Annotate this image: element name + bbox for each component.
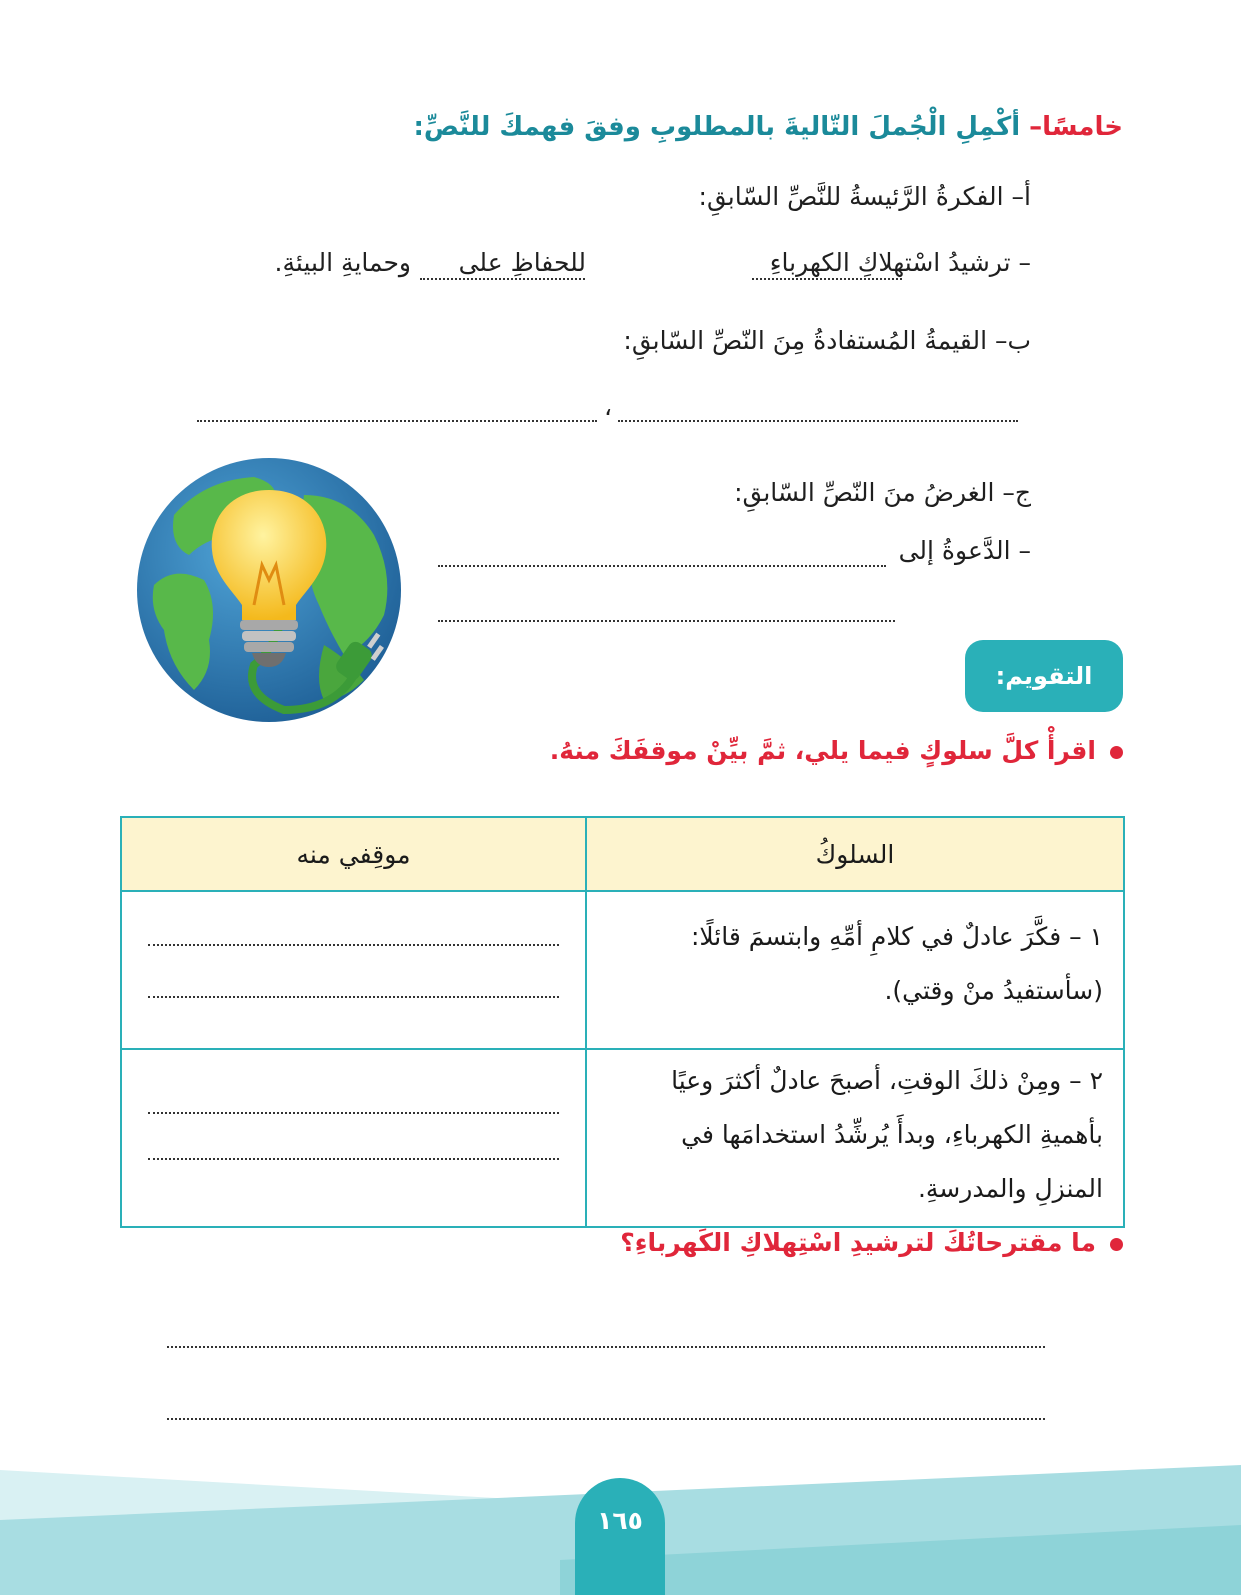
evaluation-instruction-2-text: ما مقترحاتُكَ لترشيدِ اسْتِهلاكِ الكَهرباءِ؟ [620, 1228, 1096, 1257]
table-row [121, 1049, 1124, 1227]
evaluation-badge: التقويم: [965, 640, 1123, 712]
behavior-2-line1: ٢ – ومِنْ ذلكَ الوقتِ، أصبحَ عادلٌ أكثرَ وعيًا [671, 1066, 1103, 1095]
behavior-cell-2 [586, 1049, 1124, 1227]
blank-a2[interactable] [420, 278, 585, 280]
behavior-1-line1: ١ – فكَّرَ عادلٌ في كلامِ أمِّهِ وابتسمَ قائلًا: [690, 922, 1103, 951]
bullet-icon [1110, 1238, 1123, 1251]
suggestion-blank-1[interactable] [167, 1346, 1045, 1348]
part-b-heading: ب– القيمةُ المُستفادةُ مِنَ النّصِّ السّابقِ: [623, 326, 1031, 355]
section-label: خامسًا– [1029, 112, 1123, 142]
section-heading [413, 112, 1123, 142]
header-position: موقِفي منه [121, 817, 586, 891]
answer-1-blank-1[interactable] [148, 944, 559, 946]
table-row [121, 891, 1124, 1049]
suggestion-blank-2[interactable] [167, 1418, 1045, 1420]
page-number: ١٦٥ [575, 1478, 665, 1595]
part-c-heading: ج– الغرضُ منَ النّصِّ السّابقِ: [734, 478, 1031, 507]
part-a-seg3: وحمايةِ البيئةِ. [274, 248, 411, 277]
part-a-seg2: للحفاظِ على [458, 248, 586, 277]
answer-cell-1[interactable] [121, 891, 586, 1049]
part-b-comma: ، [604, 392, 613, 421]
behavior-table [120, 816, 1125, 1228]
evaluation-instruction-2 [620, 1228, 1123, 1257]
part-c-line: – الدَّعوةُ إلى [898, 536, 1031, 565]
evaluation-instruction-1 [550, 736, 1123, 765]
bullet-icon [1110, 746, 1123, 759]
blank-b2[interactable] [197, 420, 597, 422]
answer-1-blank-2[interactable] [148, 996, 559, 998]
behavior-1-line2: (سأستفيدُ منْ وقتي). [884, 976, 1103, 1005]
section-instruction: أكْمِلِ الْجُملَ التّاليةَ بالمطلوبِ وفقَ فهمكَ للنَّصِّ: [413, 112, 1021, 142]
behavior-2-line2: بأهميةِ الكهرباءِ، وبدأَ يُرشِّدُ استخدامَها في [681, 1120, 1103, 1149]
behavior-2-line3: المنزلِ والمدرسةِ. [917, 1174, 1103, 1203]
blank-c1[interactable] [438, 565, 886, 567]
answer-2-blank-2[interactable] [148, 1158, 559, 1160]
header-behavior: السلوكُ [586, 817, 1124, 891]
answer-2-blank-1[interactable] [148, 1112, 559, 1114]
blank-c2[interactable] [438, 620, 895, 622]
table-header-row [121, 817, 1124, 891]
evaluation-instruction-1-text: اقرأْ كلَّ سلوكٍ فيما يلي، ثمَّ بيِّنْ موقفَكَ منهُ. [549, 736, 1096, 765]
part-a-seg1: – ترشيدُ اسْتهلاكِ الكهرباءِ [769, 248, 1031, 277]
part-a-heading: أ– الفكرةُ الرَّئيسةُ للنَّصِّ السّابقِ: [698, 182, 1031, 211]
behavior-cell-1 [586, 891, 1124, 1049]
blank-a1[interactable] [752, 278, 902, 280]
blank-b1[interactable] [618, 420, 1018, 422]
globe-lightbulb-plug-icon [134, 455, 404, 725]
answer-cell-2[interactable] [121, 1049, 586, 1227]
